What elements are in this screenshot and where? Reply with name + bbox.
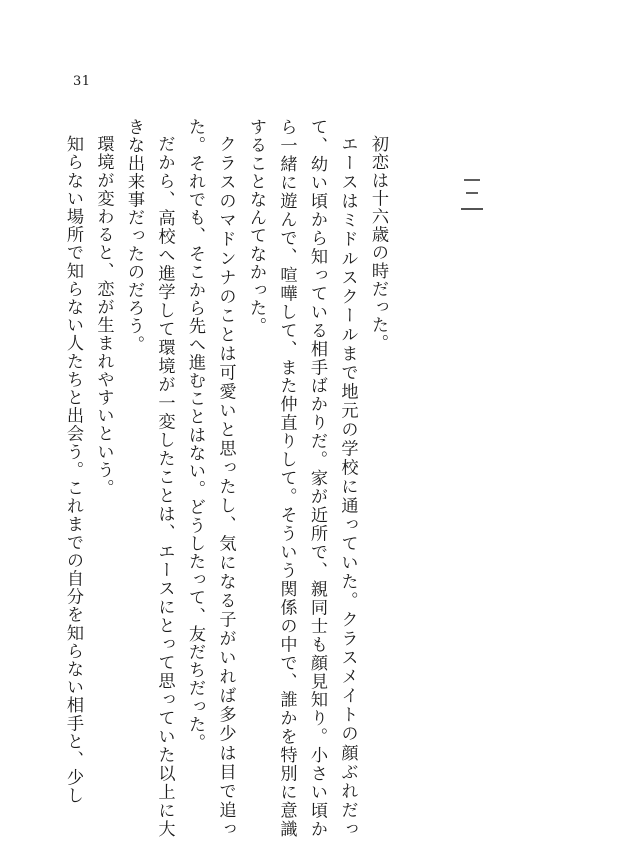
vertical-body-text	[58, 118, 394, 838]
chapter-number-three-glyph	[458, 178, 486, 212]
paragraph: クラスのマドンナのことは可愛いと思ったし、気になる子がいれば多少は目で追った。それでも、そこから先へ進むことはない。どうしたって、友だちだった。	[185, 118, 236, 838]
chapter-heading	[458, 178, 486, 212]
paragraph: 知らない場所で知らない人たちと出会う。これまでの自分を知らない相手と、少し	[63, 135, 83, 805]
paragraph: だから、高校へ進学して環境が一変したことは、エースにとって思っていた以上に大きな出来事だったのだろう。	[124, 118, 175, 838]
paragraph: エースはミドルスクールまで地元の学校に通っていた。クラスメイトの顔ぶれだって、幼い頃から知っている相手ばかりだ。家が近所で、親同士も顔見知り。小さい頃から一緒に遊んで、喧嘩して、また仲直りして。そういう関係の中で、誰かを特別に意識することなんてなかった。	[246, 118, 358, 838]
page-number: 31	[73, 74, 91, 89]
paragraph: 環境が変わると、恋が生まれやすいという。	[93, 135, 114, 498]
paragraph: 初恋は十六歳の時だった。	[368, 135, 388, 353]
